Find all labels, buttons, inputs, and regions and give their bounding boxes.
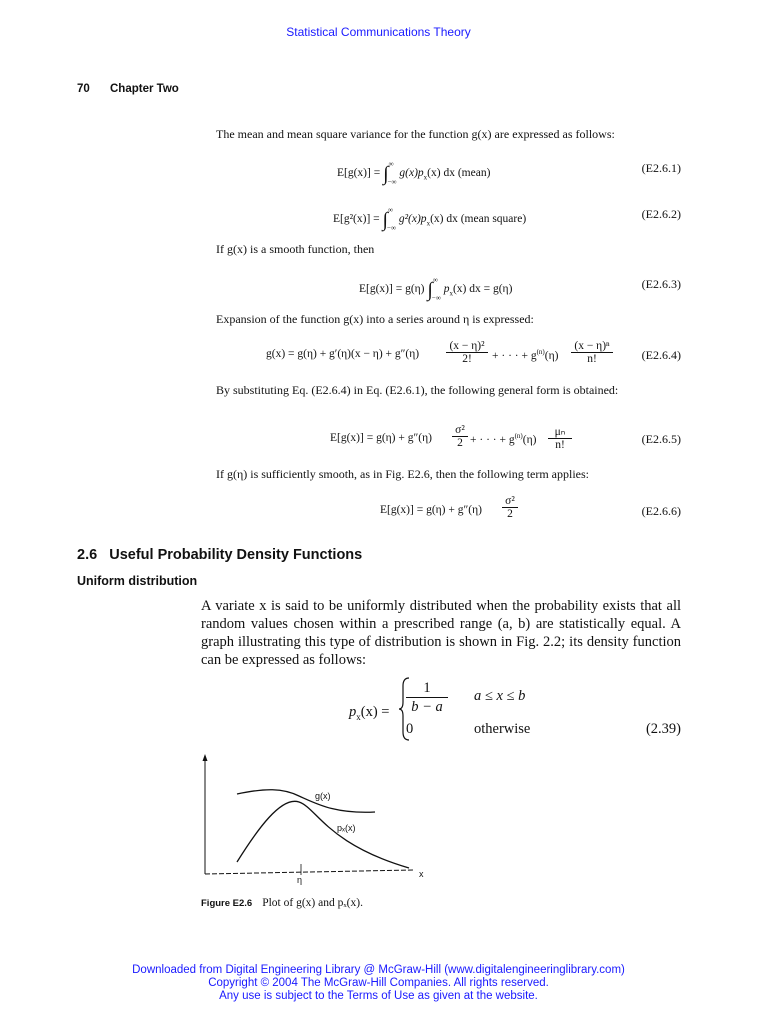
curve-g	[237, 790, 375, 813]
chapter-label: Chapter Two	[110, 83, 179, 95]
equation-e2-6-6: E[g(x)] = g(η) + g″(η)	[380, 504, 482, 516]
equation-e2-6-2: $E[g^2(x)] = \int^\infty_{-\infty}$ $g^2(x)p_x(x)$ dx (mean square)	[333, 206, 527, 232]
label-px: pₓ(x)	[337, 823, 356, 833]
equation-number: (E2.6.2)	[641, 207, 681, 221]
series-terms: + · · · + $g^{(n)}(\eta)$	[470, 432, 537, 446]
equation-number: (2.39)	[645, 721, 681, 737]
equation-e2-6-4: g(x) = g(η) + g′(η)(x − η) + g″(η)	[266, 348, 420, 360]
section-title: 2.6 Useful Probability Density Functions	[77, 547, 363, 563]
label-g: g(x)	[315, 791, 331, 801]
label-x: x	[419, 869, 424, 879]
intro-text: The mean and mean square variance for the function g(x) are expressed as follows:	[216, 127, 615, 141]
smooth2-text: If g(η) is sufficiently smooth, as in Fig. E2.6, then the following term applies:	[216, 467, 590, 481]
equation-e2-6-1: $E[g(x)] = \int^\infty_{-\infty}$ $g(x)p_x(x)$ dx (mean)	[337, 160, 491, 186]
fraction: (x − η)² 2!	[446, 340, 488, 365]
fraction: σ² 2	[452, 424, 468, 449]
fraction: μₙ n!	[548, 424, 572, 451]
subsection-title: Uniform distribution	[77, 574, 198, 588]
expansion-text: Expansion of the function g(x) into a series around η is expressed:	[216, 312, 534, 326]
fraction: σ² 2	[502, 495, 518, 520]
smooth-text: If g(x) is a smooth function, then	[216, 242, 375, 256]
equation-number: (E2.6.1)	[641, 161, 681, 175]
x-axis	[205, 870, 413, 874]
pdf-value-2: 0	[406, 721, 414, 737]
equation-number: (E2.6.6)	[641, 504, 681, 518]
equation-e2-6-5: E[g(x)] = g(η) + g″(η)	[330, 432, 432, 444]
pdf-fraction: 1 b − a	[406, 679, 448, 716]
equation-e2-6-3: E[g(x)] = g(η) $\int^\infty_{-\infty}$ $p_x(x)$ dx = g(η)	[359, 276, 513, 302]
footer-download-link[interactable]: Downloaded from Digital Engineering Library @ McGraw-Hill (www.digitalengineeringlibrary.com)	[132, 964, 625, 976]
figure-plot	[195, 752, 435, 884]
equation-number: (E2.6.5)	[641, 432, 681, 446]
substitution-text: By substituting Eq. (E2.6.4) in Eq. (E2.6.1), the following general form is obtained:	[216, 383, 619, 397]
y-axis-arrow-icon	[203, 754, 208, 761]
uniform-paragraph: A variate x is said to be uniformly distributed when the probability exists that all random values chosen within a prescribed range (a, b) are statistically equal. A graph illustrating this type of distribution is shown in Fig. 2.2; its density function can be expressed as follows:	[201, 598, 681, 668]
pdf-condition-2: otherwise	[474, 721, 531, 737]
equation-number: (E2.6.4)	[641, 348, 681, 362]
footer-terms-link[interactable]: Any use is subject to the Terms of Use as given at the website.	[219, 990, 538, 1002]
curve-px	[237, 801, 409, 868]
page-number: 70	[77, 83, 90, 95]
pdf-condition-1: a ≤ x ≤ b	[474, 688, 526, 704]
fraction: (x − η)ⁿ n!	[571, 340, 613, 365]
book-title-link[interactable]: Statistical Communications Theory	[286, 25, 471, 39]
series-terms: + · · · + $g^{(n)}(\eta)$	[492, 348, 559, 362]
figure-caption: Figure E2.6 Plot of g(x) and pₓ(x).	[201, 897, 363, 909]
pdf-lhs: $p_x(x)$ =	[349, 704, 390, 722]
equation-number: (E2.6.3)	[641, 277, 681, 291]
footer-copyright-link[interactable]: Copyright © 2004 The McGraw-Hill Companies. All rights reserved.	[208, 977, 549, 989]
label-eta: η	[297, 875, 303, 885]
